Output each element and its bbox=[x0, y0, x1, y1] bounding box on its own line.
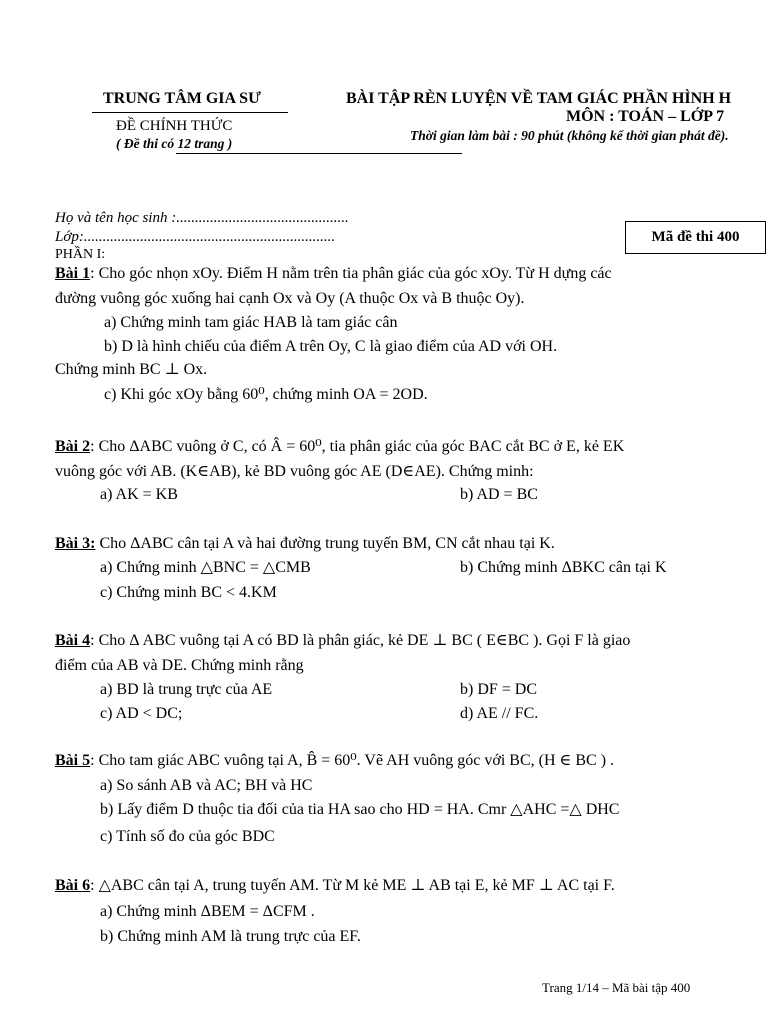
header-rule-left bbox=[92, 112, 288, 113]
bai5-label: Bài 5 bbox=[55, 752, 91, 769]
bai3-b: b) Chứng minh ΔBKC cân tại K bbox=[460, 559, 667, 576]
class-field: Lớp:................................................................... bbox=[55, 229, 336, 245]
time-line: Thời gian làm bài : 90 phút (không kể thời gian phát đề). bbox=[410, 128, 729, 143]
bai4-text: : Cho Δ ABC vuông tại A có BD là phân giác, kẻ DE ⊥ BC ( E∈BC ). Gọi F là giao bbox=[90, 632, 631, 649]
bai2-line2: vuông góc với AB. (K∈AB), kẻ BD vuông góc AE (D∈AE). Chứng minh: bbox=[55, 463, 534, 480]
bai3-a: a) Chứng minh △BNC = △CMB bbox=[100, 559, 311, 576]
bai1-a: a) Chứng minh tam giác HAB là tam giác cân bbox=[104, 314, 398, 331]
bai1-label: Bài 1 bbox=[55, 265, 91, 282]
bai3-text: Cho ΔABC cân tại A và hai đường trung tuyến BM, CN cắt nhau tại K. bbox=[95, 535, 555, 552]
bai6-line1 bbox=[55, 875, 615, 897]
bai5-c: c) Tính số đo của góc BDC bbox=[100, 828, 275, 845]
bai1-b: b) D là hình chiếu của điểm A trên Oy, C là giao điểm của AD với OH. bbox=[104, 338, 558, 355]
part-label: PHẦN I: bbox=[55, 247, 106, 262]
bai1-line2: đường vuông góc xuống hai cạnh Ox và Oy (A thuộc Ox và B thuộc Oy). bbox=[55, 290, 525, 307]
bai2-label: Bài 2 bbox=[55, 438, 91, 455]
bai2-line1 bbox=[55, 436, 624, 458]
exam-title: BÀI TẬP RÈN LUYỆN VỀ TAM GIÁC PHẦN HÌNH H bbox=[346, 90, 732, 107]
bai5-b: b) Lấy điểm D thuộc tia đối của tia HA sao cho HD = HA. Cmr △AHC =△ DHC bbox=[100, 801, 620, 818]
bai3-c: c) Chứng minh BC < 4.KM bbox=[100, 584, 277, 601]
bai3-label: Bài 3: bbox=[55, 535, 96, 552]
bai5-a: a) So sánh AB và AC; BH và HC bbox=[100, 777, 313, 794]
bai4-c: c) AD < DC; bbox=[100, 705, 183, 722]
official-label: ĐỀ CHÍNH THỨC bbox=[116, 118, 233, 134]
student-name-field: Họ và tên học sinh :.............................................. bbox=[55, 210, 349, 226]
bai2-a: a) AK = KB bbox=[100, 486, 178, 503]
bai4-label: Bài 4 bbox=[55, 632, 91, 649]
subject-line: MÔN : TOÁN – LỚP 7 bbox=[566, 108, 725, 125]
bai4-line2: điểm của AB và DE. Chứng minh rằng bbox=[55, 657, 304, 674]
bai6-a: a) Chứng minh ΔBEM = ΔCFM . bbox=[100, 903, 315, 920]
header-rule-right bbox=[176, 153, 462, 154]
page-footer: Trang 1/14 – Mã bài tập 400 bbox=[542, 980, 691, 995]
bai6-text: : △ABC cân tại A, trung tuyến AM. Từ M kẻ ME ⊥ AB tại E, kẻ MF ⊥ AC tại F. bbox=[90, 877, 615, 894]
bai6-label: Bài 6 bbox=[55, 877, 91, 894]
center-name: TRUNG TÂM GIA SƯ bbox=[103, 90, 261, 107]
bai2-text: : Cho ΔABC vuông ở C, có Â = 60⁰, tia phân giác của góc BAC cắt BC ở E, kẻ EK bbox=[90, 438, 625, 455]
bai4-d: d) AE // FC. bbox=[460, 705, 539, 722]
exam-code-box bbox=[625, 221, 766, 254]
exam-code: Mã đề thi 400 bbox=[651, 229, 740, 245]
bai3-line1 bbox=[55, 533, 555, 555]
pages-note: ( Đề thi có 12 trang ) bbox=[116, 136, 233, 151]
bai4-b: b) DF = DC bbox=[460, 681, 538, 698]
bai1-b2: Chứng minh BC ⊥ Ox. bbox=[55, 361, 208, 378]
bai5-text: : Cho tam giác ABC vuông tại A, B̂ = 60⁰. Vẽ AH vuông góc với BC, (H ∈ BC ) . bbox=[90, 752, 615, 769]
bai1-line1 bbox=[55, 263, 612, 285]
bai4-a: a) BD là trung trực của AE bbox=[100, 681, 273, 698]
bai4-line1 bbox=[55, 630, 630, 652]
bai6-b: b) Chứng minh AM là trung trực của EF. bbox=[100, 928, 361, 945]
bai1-c: c) Khi góc xOy bằng 60⁰, chứng minh OA = 2OD. bbox=[104, 386, 428, 403]
bai1-text: : Cho góc nhọn xOy. Điểm H nằm trên tia phân giác của góc xOy. Từ H dựng các bbox=[90, 265, 612, 282]
bai5-line1 bbox=[55, 750, 614, 772]
bai2-b: b) AD = BC bbox=[460, 486, 538, 503]
